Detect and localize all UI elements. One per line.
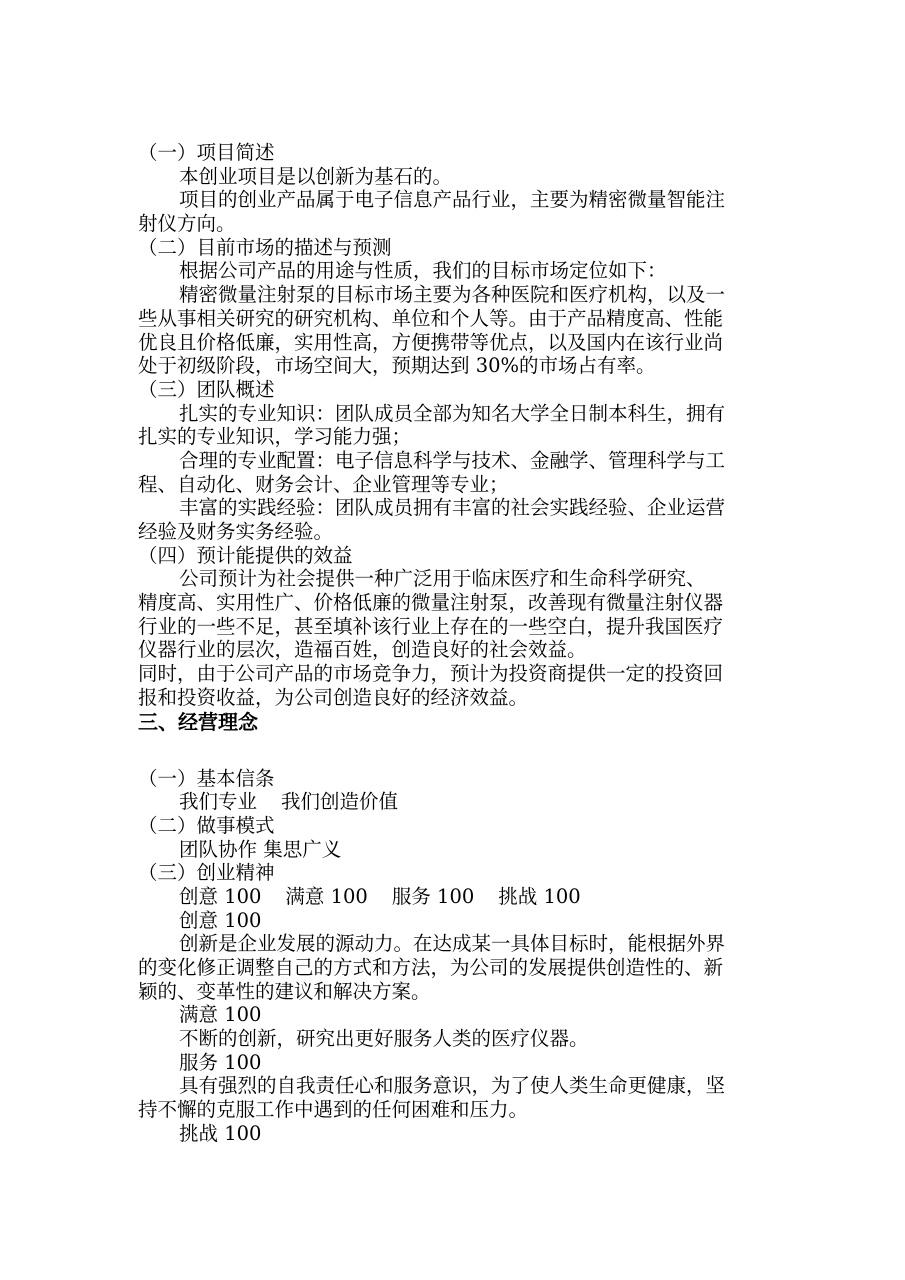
paragraph-text: 团队协作 集思广义 (179, 837, 342, 861)
paragraph-text: 公司预计为社会提供一种广泛用于临床医疗和生命科学研究、 (179, 567, 706, 591)
paragraph-text: 精密微量注射泵的目标市场主要为各种医院和医疗机构，以及一 (179, 283, 726, 307)
paragraph-text: 的变化修正调整自己的方式和方法，为公司的发展提供创造性的、新 (138, 956, 724, 979)
paragraph-text: 精度高、实用性广、价格低廉的微量注射泵，改善现有微量注射仪器 (138, 591, 724, 615)
paragraph-text: 丰富的实践经验：团队成员拥有丰富的社会实践经验、企业运营 (179, 496, 726, 520)
spirit-item: 满意 100 (285, 884, 368, 908)
document-page (138, 141, 770, 1146)
paragraph-text: 颖的、变革性的建议和解决方案。 (138, 979, 431, 1003)
paragraph-text: 射仪方向。 (138, 212, 236, 236)
paragraph-text: 根据公司产品的用途与性质，我们的目标市场定位如下： (179, 259, 667, 283)
paragraph-text: 程、自动化、财务会计、企业管理等专业； (138, 472, 509, 496)
spirit-subheading: 服务 100 (179, 1050, 262, 1074)
spirit-subheading: 创意 100 (179, 908, 262, 932)
spirit-item: 创意 100 (179, 884, 262, 908)
paragraph-text: 经验及财务实务经验。 (138, 520, 334, 543)
heading-expected-benefits: （四）预计能提供的效益 (138, 543, 353, 567)
creed-line (138, 790, 770, 814)
paragraph-text: 不断的创新，研究出更好服务人类的医疗仪器。 (179, 1027, 589, 1051)
heading-team-overview: （三）团队概述 (138, 377, 275, 401)
paragraph-text: 本创业项目是以创新为基石的。 (179, 164, 453, 188)
heading-project-overview: （一）项目简述 (138, 141, 275, 164)
paragraph-text: 优良且价格低廉，实用性高，方便携带等优点，以及国内在该行业尚 (138, 330, 724, 354)
paragraph-text: 处于初级阶段，市场空间大，预期达到 30%的市场占有率。 (138, 354, 656, 378)
spirit-subheading: 挑战 100 (179, 1121, 262, 1145)
heading-market-description: （二）目前市场的描述与预测 (138, 235, 392, 259)
paragraph-text: 创新是企业发展的源动力。在达成某一具体目标时，能根据外界 (179, 932, 726, 956)
paragraph-text: 扎实的专业知识，学习能力强； (138, 425, 412, 449)
paragraph-text: 些从事相关研究的研究机构、单位和个人等。由于产品精度高、性能 (138, 306, 724, 330)
heading-entrepreneurial-spirit: （三）创业精神 (138, 861, 275, 885)
creed-part: 我们创造价值 (281, 790, 399, 814)
paragraph-text: 仪器行业的层次，造福百姓，创造良好的社会效益。 (138, 638, 587, 662)
paragraph-text: 报和投资收益，为公司创造良好的经济效益。 (138, 685, 529, 709)
paragraph-text: 行业的一些不足，甚至填补该行业上存在的一些空白，提升我国医疗 (138, 614, 724, 638)
spirit-item: 挑战 100 (498, 884, 581, 908)
paragraph-text: 扎实的专业知识：团队成员全部为知名大学全日制本科生，拥有 (179, 401, 726, 425)
heading-basic-creed: （一）基本信条 (138, 766, 275, 790)
paragraph-text: 持不懈的克服工作中遇到的任何困难和压力。 (138, 1098, 529, 1122)
spirit-subheading: 满意 100 (179, 1003, 262, 1027)
paragraph-text: 具有强烈的自我责任心和服务意识，为了使人类生命更健康，坚 (179, 1074, 726, 1098)
paragraph-text: 同时，由于公司产品的市场竞争力，预计为投资商提供一定的投资回 (138, 662, 724, 686)
heading-working-mode: （二）做事模式 (138, 813, 275, 837)
section-title-business-philosophy: 三、经营理念 (138, 709, 258, 734)
spirit-item: 服务 100 (391, 884, 475, 908)
creed-part: 我们专业 (179, 790, 258, 814)
paragraph-text: 合理的专业配置：电子信息科学与技术、金融学、管理科学与工 (179, 448, 726, 472)
spirit-line (138, 885, 770, 909)
spacer (138, 734, 770, 767)
paragraph-text: 项目的创业产品属于电子信息产品行业，主要为精密微量智能注 (179, 188, 726, 212)
